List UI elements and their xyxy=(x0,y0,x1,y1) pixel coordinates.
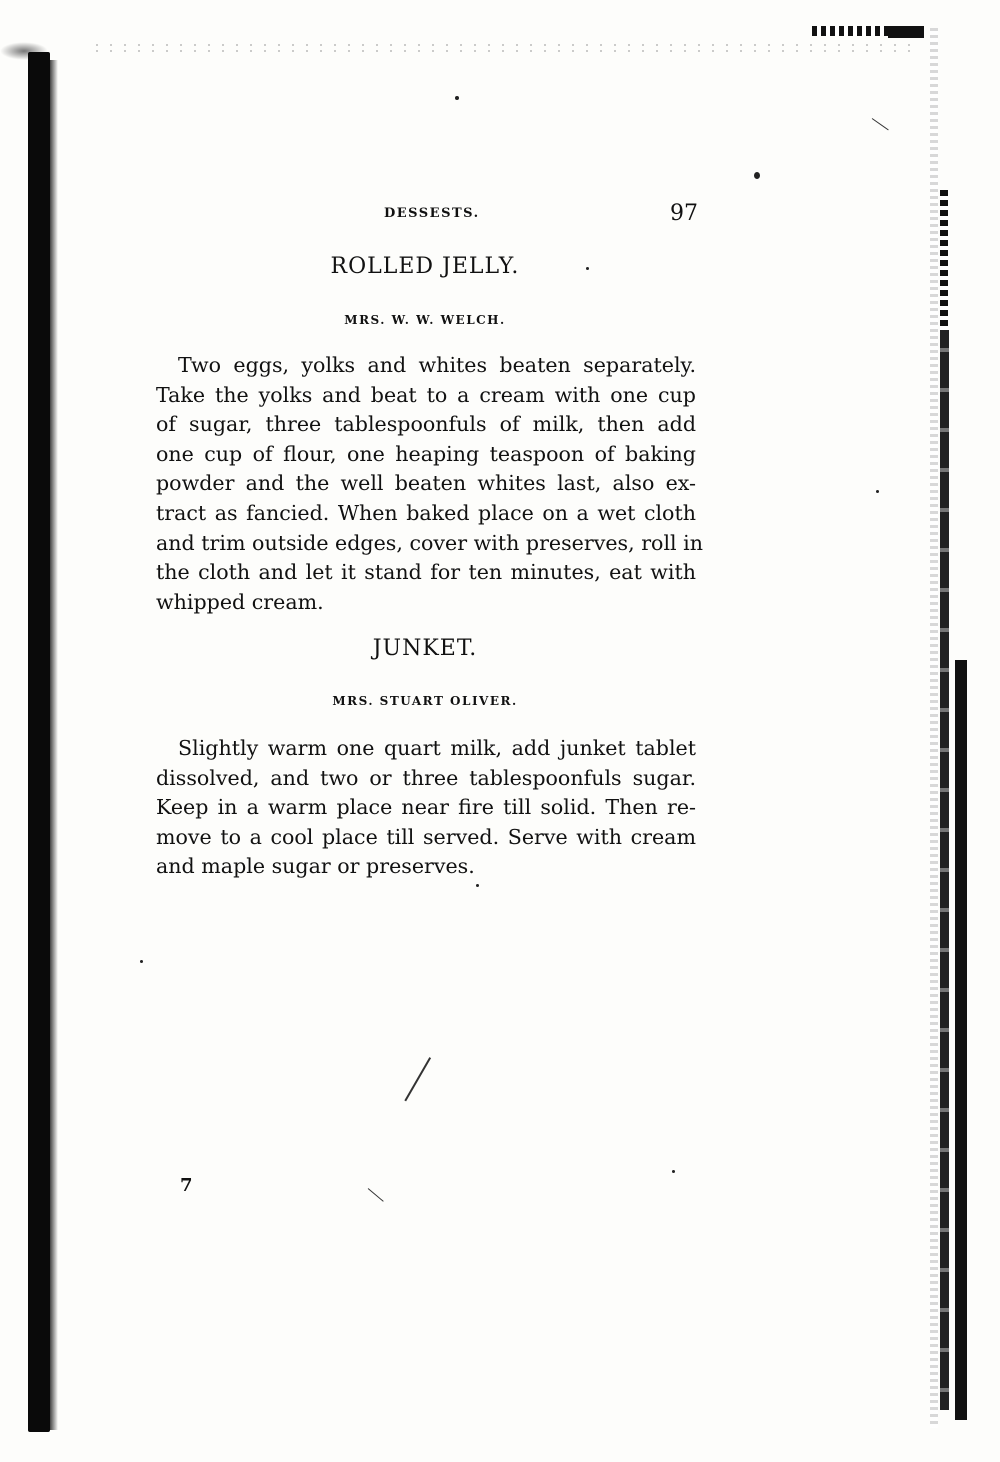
pen-stroke xyxy=(368,1188,384,1202)
text-line: Take the yolks and beat to a cream with one cup xyxy=(156,382,696,407)
pen-stroke xyxy=(404,1057,430,1101)
dust-speck xyxy=(876,490,879,493)
text-line: Slightly warm one quart milk, add junket tablet xyxy=(178,736,696,760)
dust-speck xyxy=(754,172,760,179)
top-edge-noise xyxy=(90,42,920,54)
text-line: and trim outside edges, cover with preserves, roll in xyxy=(156,530,704,555)
text-line: powder and the well beaten whites last, also ex- xyxy=(156,471,696,496)
text-line: whipped cream. xyxy=(156,589,324,614)
right-binding-solid xyxy=(955,660,967,1420)
text-line: dissolved, and two or three tablespoonfuls sugar. xyxy=(156,765,696,790)
recipe-title: ROLLED JELLY. xyxy=(330,254,520,279)
dust-speck xyxy=(140,960,143,963)
text-line: and maple sugar or preserves. xyxy=(156,854,475,879)
recipe-body xyxy=(156,351,704,617)
dust-speck xyxy=(476,884,479,887)
text-line: the cloth and let it stand for ten minutes, eat with xyxy=(156,560,696,585)
page-edge-right xyxy=(930,28,938,1428)
right-binding-strip xyxy=(940,330,949,1410)
text-line: one cup of flour, one heaping teaspoon of baking xyxy=(156,441,696,466)
recipe-author: MRS. STUART OLIVER. xyxy=(332,694,518,708)
text-line: of sugar, three tablespoonfuls of milk, then add xyxy=(156,412,696,437)
text-line: Keep in a warm place near fire till solid. Then re- xyxy=(156,795,696,820)
dust-speck xyxy=(672,1170,675,1173)
running-head: DESSESTS. xyxy=(384,206,480,221)
signature-mark: 7 xyxy=(180,1175,193,1196)
page-number: 97 xyxy=(670,201,698,226)
text-line: Two eggs, yolks and whites beaten separately. xyxy=(178,353,696,377)
right-binding-marks xyxy=(940,190,948,330)
text-line: tract as fancied. When baked place on a wet cloth xyxy=(156,500,696,525)
recipe-body xyxy=(156,734,696,882)
top-right-scan-block xyxy=(888,26,924,38)
text-line: move to a cool place till served. Serve with cream xyxy=(156,824,696,849)
dust-speck xyxy=(455,96,459,100)
recipe-author: MRS. W. W. WELCH. xyxy=(344,313,506,327)
pen-stroke xyxy=(872,118,889,130)
recipe-title: JUNKET. xyxy=(372,636,478,661)
